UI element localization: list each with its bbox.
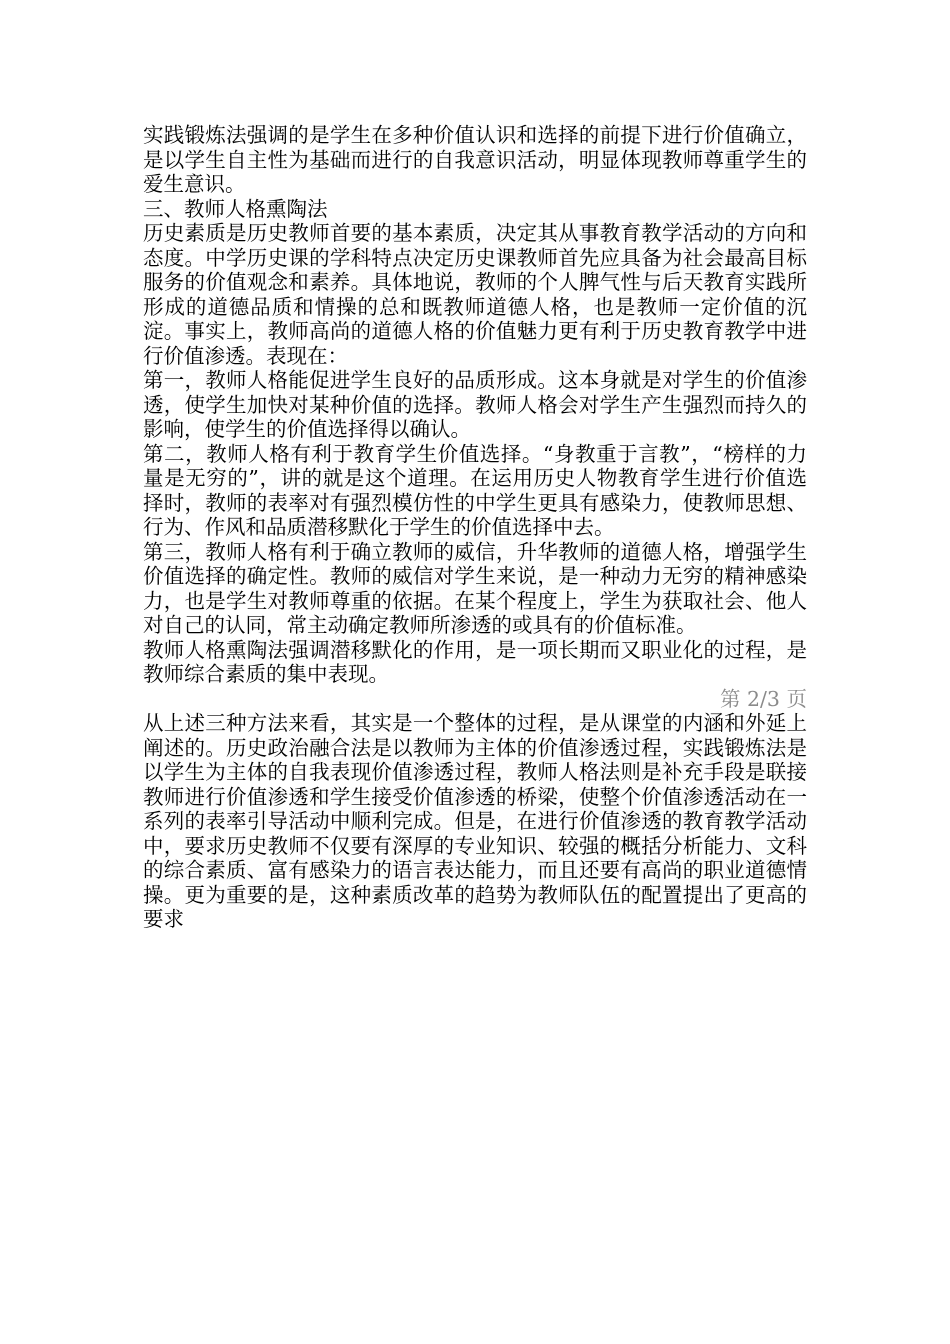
paragraph-conclusion: 从上述三种方法来看，其实是一个整体的过程，是从课堂的内涵和外延上阐述的。历史政治融合法是以教师为主体的价值渗透过程，实践锻炼法是以学生为主体的自我表现价值渗透过程，教师人格法则是补充手段是联接教师进行价值渗透和学生接受价值渗透的桥梁，使整个价值渗透活动在一系列的表率引导活动中顺利完成。但是，在进行价值渗透的教育教学活动中，要求历史教师不仅要有深厚的专业知识、较强的概括分析能力、文科的综合素质、富有感染力的语言表达能力，而且还要有高尚的职业道德情操。更为重要的是，这种素质改革的趋势为教师队伍的配置提出了更高的要求 xyxy=(143,711,807,931)
page-number: 第 2/3 页 xyxy=(719,686,807,711)
document-body xyxy=(143,123,807,932)
paragraph-personality-summary: 教师人格熏陶法强调潜移默化的作用，是一项长期而又职业化的过程，是教师综合素质的集中表现。 xyxy=(143,637,807,686)
paragraph-third-point: 第三，教师人格有利于确立教师的威信，升华教师的道德人格，增强学生价值选择的确定性。教师的威信对学生来说，是一种动力无穷的精神感染力，也是学生对教师尊重的依据。在某个程度上，学生为获取社会、他人对自己的认同，常主动确定教师所渗透的或具有的价值标准。 xyxy=(143,539,807,637)
paragraph-second-point: 第二，教师人格有利于教育学生价值选择。“身教重于言教”，“榜样的力量是无穷的”，讲的就是这个道理。在运用历史人物教育学生进行价值选择时，教师的表率对有强烈模仿性的中学生更具有感染力，使教师思想、行为、作风和品质潜移默化于学生的价值选择中去。 xyxy=(143,441,807,539)
paragraph-first-point: 第一，教师人格能促进学生良好的品质形成。这本身就是对学生的价值渗透，使学生加快对某种价值的选择。教师人格会对学生产生强烈而持久的影响，使学生的价值选择得以确认。 xyxy=(143,368,807,441)
paragraph-practice-summary: 实践锻炼法强调的是学生在多种价值认识和选择的前提下进行价值确立，是以学生自主性为基础而进行的自我意识活动，明显体现教师尊重学生的爱生意识。 xyxy=(143,123,807,196)
section-heading-personality: 三、教师人格熏陶法 xyxy=(143,196,328,221)
paragraph-history-quality: 历史素质是历史教师首要的基本素质，决定其从事教育教学活动的方向和态度。中学历史课的学科特点决定历史课教师首先应具备为社会最高目标服务的价值观念和素养。具体地说，教师的个人脾气性与后天教育实践所形成的道德品质和情操的总和既教师道德人格，也是教师一定价值的沉淀。事实上，教师高尚的道德人格的价值魅力更有利于历史教育教学中进行价值渗透。表现在： xyxy=(143,221,807,368)
